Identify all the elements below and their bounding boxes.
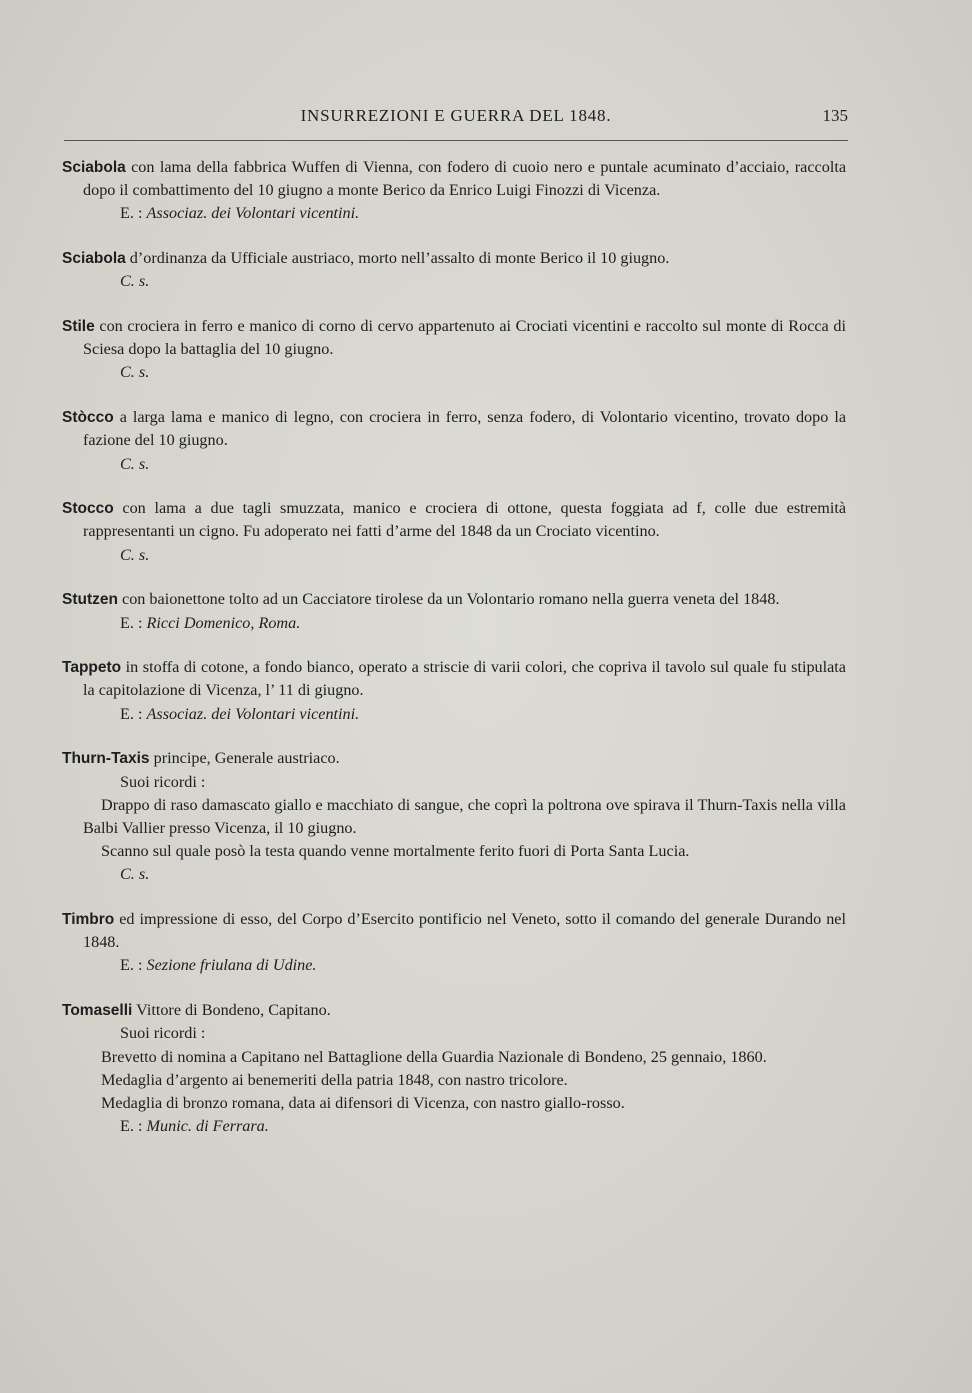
source-value: C. s. [120, 363, 150, 382]
entry-source [62, 1115, 846, 1138]
running-title: INSURREZIONI E GUERRA DEL 1848. [300, 106, 612, 125]
entry-text: Vittore di Bondeno, Capitano. [136, 1001, 331, 1020]
entry-subheading: Suoi ricordi : [120, 772, 206, 791]
entry-source [62, 544, 846, 567]
catalog-entry [62, 908, 846, 978]
source-value: C. s. [120, 865, 150, 884]
list-item: Drappo di raso damascato giallo e macchiato di sangue, che coprì la poltrona ove spirava il Thurn-Taxis nella villa Balbi Vallier presso Vicenza, il 10 giugno. [83, 795, 846, 837]
source-value: Associaz. dei Volontari vicentini. [146, 204, 360, 223]
catalog-entry [62, 247, 846, 293]
list-item: Medaglia di bronzo romana, data ai difensori di Vicenza, con nastro giallo-rosso. [101, 1094, 625, 1112]
source-label: E. : [120, 613, 143, 632]
entry-text: con lama della fabbrica Wuffen di Vienna, con fodero di cuoio nero e puntale acuminato d’acciaio, raccolta dopo il combattimento del 10 giugno a monte Berico da Enrico Luigi Finozzi di Vicenza. [83, 158, 847, 200]
entry-heading: Sciabola [62, 159, 126, 176]
entry-heading: Timbro [62, 911, 115, 929]
catalog-entry [62, 656, 846, 726]
entry-description [62, 156, 846, 202]
source-value: Ricci Domenico, Roma. [146, 613, 301, 632]
entry-source [62, 612, 846, 635]
entry-description [62, 406, 846, 452]
source-value: Sezione friulana di Udine. [146, 956, 317, 975]
source-label: E. : [120, 704, 143, 723]
source-label: E. : [120, 956, 143, 975]
entry-description [62, 656, 846, 702]
entry-source [62, 361, 846, 384]
entry-heading: Stòcco [62, 409, 114, 427]
source-value: C. s. [120, 454, 150, 473]
entry-description [62, 588, 846, 611]
source-value: Associaz. dei Volontari vicentini. [146, 704, 360, 723]
entry-description [62, 315, 846, 361]
entry-source [62, 270, 846, 293]
entry-description [62, 247, 846, 270]
catalog-entry [62, 999, 846, 1138]
entry-heading: Stile [62, 318, 95, 336]
catalog-entry [62, 497, 846, 567]
entry-source [62, 954, 846, 977]
entry-text: ed impressione di esso, del Corpo d’Esercito pontificio nel Veneto, sotto il comando del generale Durando nel 1848. [83, 910, 846, 952]
entry-text: con lama a due tagli smuzzata, manico e crociera di ottone, questa foggiata ad f, colle due estremità rappresentanti un cigno. Fu adoperato nei fatti d’arme del 1848 da un Crociato vicentino. [83, 499, 847, 541]
entry-heading: Sciabola [62, 250, 126, 268]
entry-description [62, 999, 846, 1022]
entry-heading: Stocco [62, 500, 114, 518]
entry-source [62, 863, 846, 886]
entry-heading: Tappeto [62, 659, 122, 677]
page-number: 135 [822, 106, 848, 125]
running-header [64, 106, 848, 142]
entry-text: con baionettone tolto ad un Cacciatore tirolese da un Volontario romano nella guerra veneta del 1848. [122, 590, 780, 609]
source-label: E. : [120, 204, 143, 223]
entry-subheading: Suoi ricordi : [120, 1024, 206, 1043]
entry-source [62, 453, 846, 476]
entry-text: principe, Generale austriaco. [153, 749, 340, 768]
entry-source [62, 202, 846, 225]
source-value: Munic. di Ferrara. [146, 1117, 269, 1136]
catalog-entry [62, 588, 846, 634]
catalog-entries [62, 156, 846, 1160]
entry-heading: Thurn-Taxis [62, 750, 150, 768]
entry-description [62, 497, 846, 543]
catalog-entry [62, 747, 846, 886]
entry-text: a larga lama e manico di legno, con crociera in ferro, senza fodero, di Volontario vicentino, trovato dopo la fazione del 10 giugno. [83, 408, 847, 450]
header-rule [64, 140, 848, 141]
source-value: C. s. [120, 272, 150, 291]
list-item: Scanno sul quale posò la testa quando venne mortalmente ferito fuori di Porta Santa Lucia. [101, 842, 690, 861]
source-value: C. s. [120, 545, 150, 564]
entry-source [62, 703, 846, 726]
catalog-entry [62, 315, 846, 385]
entry-heading: Stutzen [62, 591, 118, 609]
list-item: Medaglia d’argento ai benemeriti della patria 1848, con nastro tricolore. [101, 1070, 568, 1089]
entry-text: in stoffa di cotone, a fondo bianco, operato a striscie di varii colori, che copriva il tavolo sul quale fu stipulata la capitolazione di Vicenza, l’ 11 di giugno. [83, 658, 846, 700]
entry-heading: Tomaselli [62, 1002, 133, 1020]
catalog-entry [62, 156, 846, 226]
catalog-entry [62, 406, 846, 476]
entry-description [62, 908, 846, 954]
entry-text: con crociera in ferro e manico di corno di cervo appartenuto ai Crociati vicentini e raccolto sul monte di Rocca di Sciesa dopo la battaglia del 10 giugno. [83, 317, 846, 359]
entry-description [62, 747, 846, 770]
list-item: Brevetto di nomina a Capitano nel Battaglione della Guardia Nazionale di Bondeno, 25 gennaio, 1860. [101, 1047, 767, 1066]
source-label: E. : [120, 1117, 143, 1136]
entry-text: d’ordinanza da Ufficiale austriaco, morto nell’assalto di monte Berico il 10 giugno. [129, 249, 670, 268]
